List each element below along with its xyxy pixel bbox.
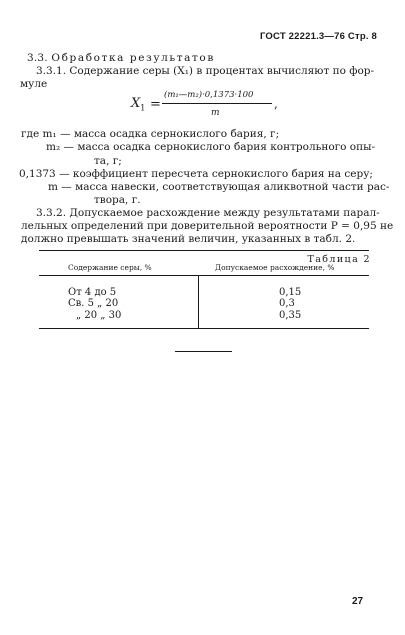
definition-coefficient: 0,1373 — коэффициент пересчета сернокислого бария на серу; (19, 168, 373, 180)
table-row-range: „ 20 „ 30 (76, 310, 122, 321)
clause-331-line2: муле (20, 78, 48, 90)
table-header-rule (39, 275, 369, 276)
sulfur-content-formula (0, 90, 405, 126)
definition-m: m — масса навески, соответствующая аликвотной части рас- (48, 181, 390, 193)
section-number: 3.3. (27, 52, 48, 64)
page-number: 27 (352, 596, 364, 607)
section-heading (27, 52, 215, 65)
definition-m1: где m₁ — масса осадка сернокислого бария, г; (21, 128, 280, 140)
formula-lhs-subscript: 1 (140, 103, 146, 113)
table-row-range: Св. 5 „ 20 (68, 298, 119, 309)
clause-332-line2: лельных определений при доверительной вероятности P = 0,95 не (21, 220, 394, 232)
table-header-tolerance: Допускаемое расхождение, % (215, 263, 335, 272)
formula-trailing-comma: , (274, 97, 278, 111)
table-header-sulfur: Содержание серы, % (68, 263, 152, 272)
section-title: Обработка результатов (51, 52, 215, 64)
table-row-value: 0,3 (279, 298, 295, 309)
table-column-divider (198, 275, 199, 328)
table-row-range: От 4 до 5 (68, 287, 117, 298)
table-row-value: 0,35 (279, 310, 302, 321)
section-end-rule (175, 351, 232, 352)
table-bottom-rule (39, 328, 369, 329)
formula-numerator: (m₁—m₂)·0,1373·100 (164, 90, 254, 100)
formula-denominator: m (211, 108, 220, 118)
formula-fraction-bar (162, 103, 272, 104)
document-header: ГОСТ 22221.3—76 Стр. 8 (259, 31, 377, 42)
clause-332-line1: 3.3.2. Допускаемое расхождение между результатами парал- (36, 207, 380, 219)
table-caption: Таблица 2 (307, 254, 371, 265)
clause-332-line3: должно превышать значений величин, указанных в табл. 2. (21, 233, 356, 245)
clause-331-line1: 3.3.1. Содержание серы (X₁) в процентах вычисляют по фор- (36, 65, 375, 77)
formula-equals: = (150, 97, 161, 112)
formula-lhs: $X_1$ (131, 96, 146, 113)
definition-m-cont: твора, г. (94, 194, 141, 206)
table-row-value: 0,15 (279, 287, 302, 298)
definition-m2: m₂ — масса осадка сернокислого бария контрольного опы- (46, 141, 376, 153)
definition-m2-cont: та, г; (94, 155, 122, 167)
table-top-rule (39, 250, 369, 251)
